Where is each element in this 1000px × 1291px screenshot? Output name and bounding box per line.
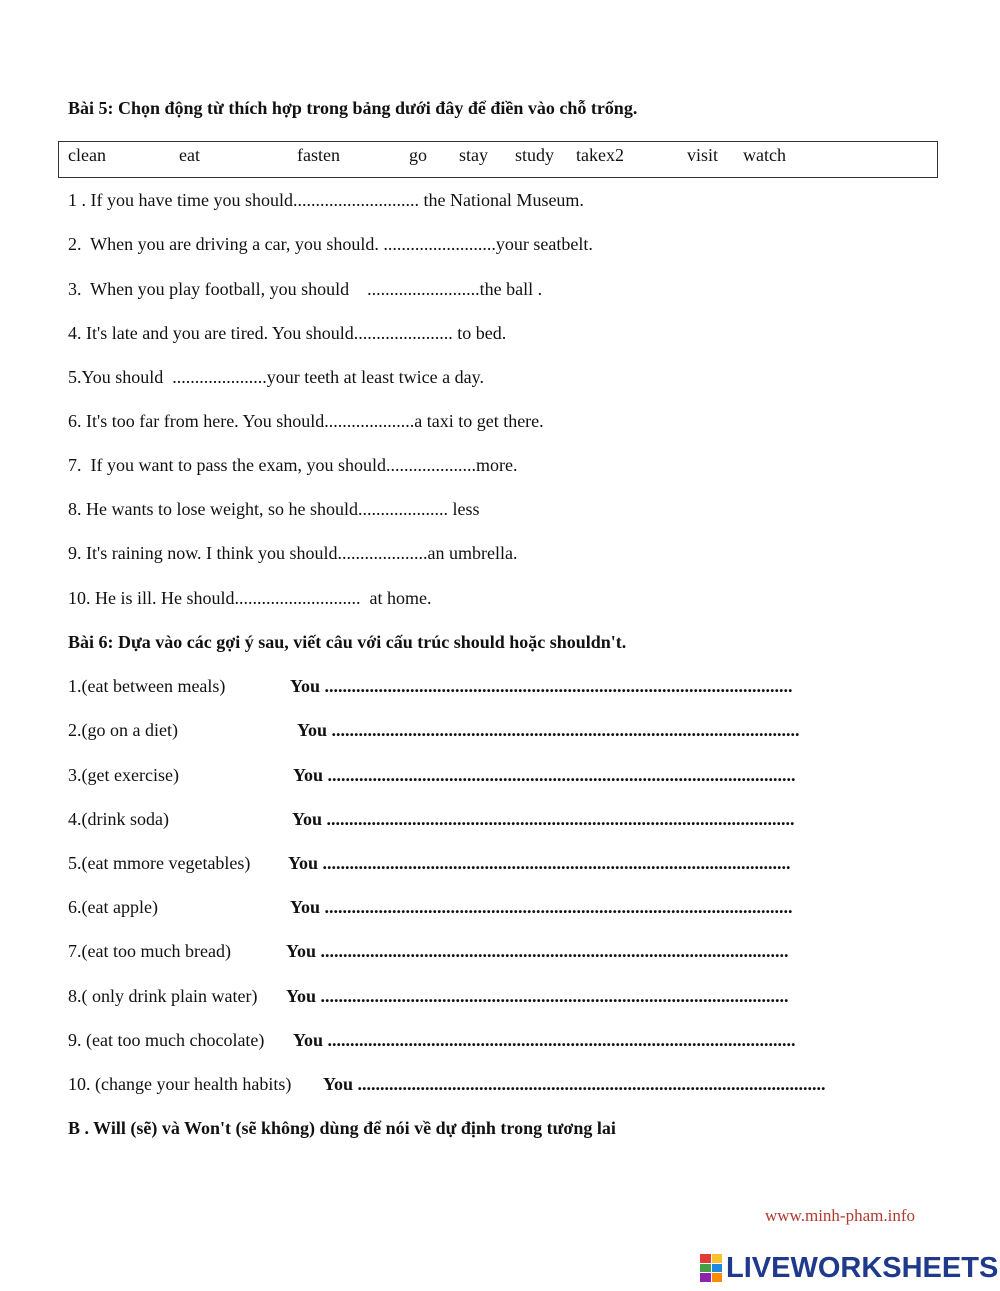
exercise6-hint: 7.(eat too much bread) [68,941,231,961]
exercise6-hint: 5.(eat mmore vegetables) [68,853,251,873]
exercise6-answer-line: You ........................................................................................................ [293,1030,796,1050]
word-bank-word: fasten [297,145,340,165]
exercise6-hint: 8.( only drink plain water) [68,986,258,1006]
liveworksheets-logo-icon [700,1254,722,1282]
exercise6-answer-line: You ........................................................................................................ [286,986,789,1006]
exercise5-item: 9. It's raining now. I think you should....................an umbrella. [68,543,518,563]
word-bank-word: visit [687,145,719,165]
exercise6-hint: 2.(go on a diet) [68,720,178,740]
exercise6-hint: 1.(eat between meals) [68,676,226,696]
word-bank-word: go [409,145,427,165]
exercise5-item: 3. When you play football, you should .........................the ball . [68,279,543,299]
exercise6-answer-line: You ........................................................................................................ [290,676,793,696]
word-bank-word: watch [743,145,786,165]
liveworksheets-wordmark: LIVEWORKSHEETS [726,1251,999,1284]
exercise6-hint: 3.(get exercise) [68,765,179,785]
exercise6-hint: 4.(drink soda) [68,809,169,829]
exercise6-hint: 6.(eat apple) [68,897,158,917]
exercise5-item: 4. It's late and you are tired. You should...................... to bed. [68,323,507,343]
exercise5-item: 5.You should .....................your teeth at least twice a day. [68,367,484,387]
exercise6-hint: 10. (change your health habits) [68,1074,292,1094]
exercise6-answer-line: You ........................................................................................................ [288,853,791,873]
exercise5-item: 1 . If you have time you should............................ the National Museum. [68,190,584,210]
exercise6-answer-line: You ........................................................................................................ [292,809,795,829]
exercise5-item: 2. When you are driving a car, you should. .........................your seatbelt. [68,234,593,254]
exercise6-answer-line: You ........................................................................................................ [290,897,793,917]
exercise6-answer-line: You ........................................................................................................ [293,765,796,785]
exercise6-answer-line: You ........................................................................................................ [323,1074,826,1094]
sectionB-heading: B . Will (sẽ) và Won't (sẽ không) dùng để nói về dự định trong tương lai [68,1118,616,1138]
exercise6-answer-line: You ........................................................................................................ [286,941,789,961]
exercise5-item: 6. It's too far from here. You should....................a taxi to get there. [68,411,544,431]
exercise6-hint: 9. (eat too much chocolate) [68,1030,265,1050]
word-bank-word: eat [179,145,200,165]
exercise5-item: 7. If you want to pass the exam, you should....................more. [68,455,518,475]
source-url: www.minh-pham.info [765,1206,915,1225]
word-bank-word: study [515,145,555,165]
word-bank-word: stay [459,145,488,165]
word-bank-box [58,141,938,178]
section6-heading: Bài 6: Dựa vào các gợi ý sau, viết câu với cấu trúc should hoặc shouldn't. [68,632,627,652]
word-bank-word: clean [68,145,106,165]
exercise6-answer-line: You ........................................................................................................ [297,720,800,740]
section5-heading: Bài 5: Chọn động từ thích hợp trong bảng dưới đây để điền vào chỗ trống. [68,98,638,118]
exercise5-item: 10. He is ill. He should............................ at home. [68,588,432,608]
liveworksheets-logo [700,1253,998,1283]
exercise5-item: 8. He wants to lose weight, so he should.................... less [68,499,480,519]
word-bank-word: takex2 [576,145,624,165]
